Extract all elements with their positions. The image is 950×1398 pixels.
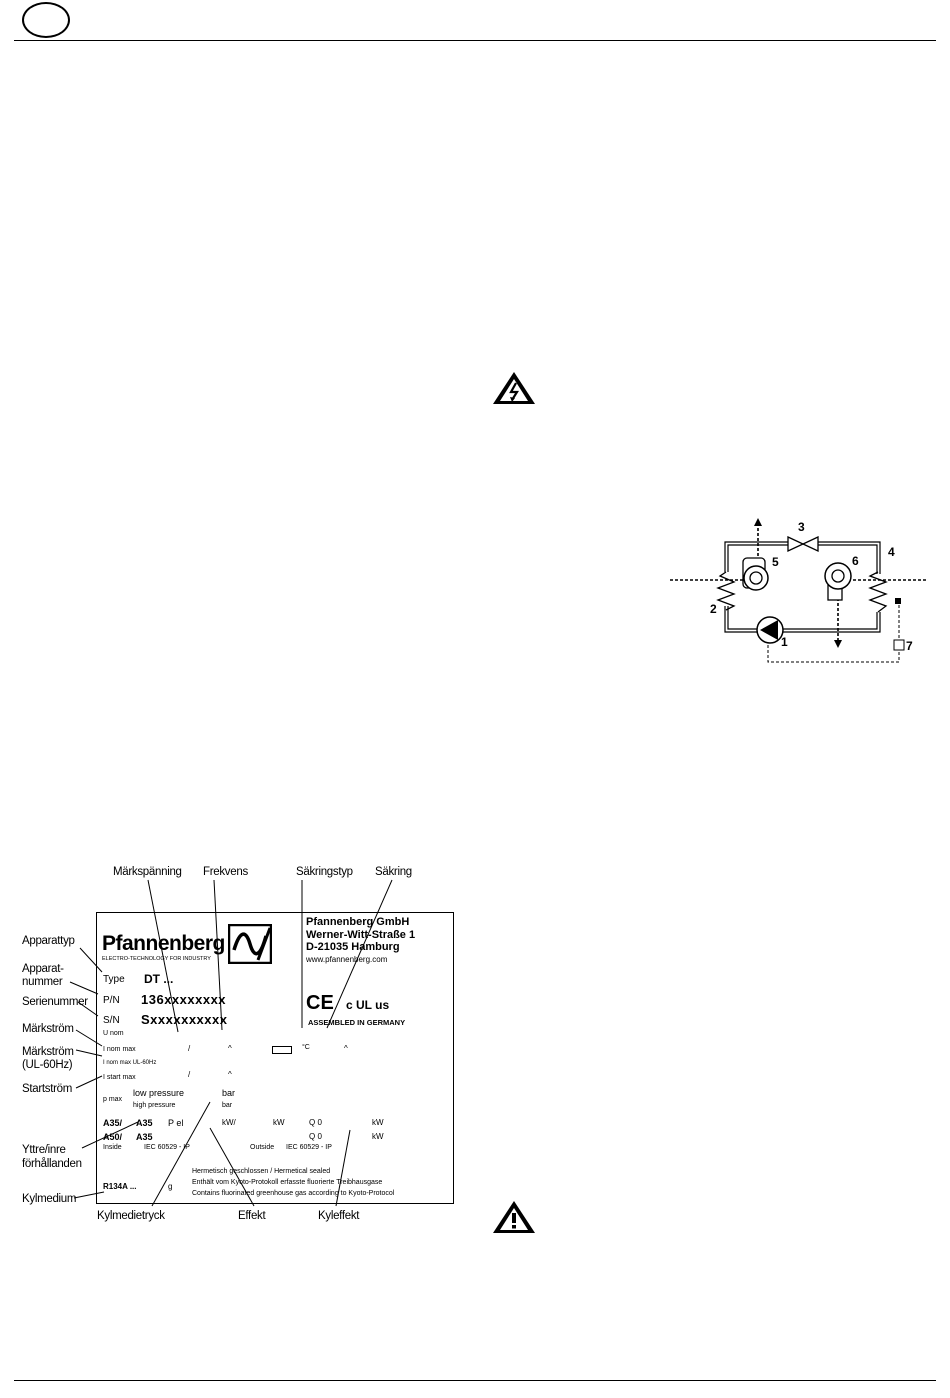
callout-device-number-2: nummer: [22, 976, 63, 988]
brand-tagline: ELECTRO-TECHNOLOGY FOR INDUSTRY: [102, 956, 211, 962]
kyoto-note-de: Enthält vom Kyoto-Protokoll erfasste fluorierte Treibhausgase: [192, 1179, 383, 1186]
diagram-number-4: 4: [888, 545, 895, 559]
address-line-1: Pfannenberg GmbH: [306, 916, 410, 928]
diagram-number-5: 5: [772, 555, 779, 569]
callout-fuse: Säkring: [375, 866, 412, 878]
type-value: DT ...: [144, 972, 174, 986]
a35-2: A35: [136, 1118, 153, 1128]
callout-conditions-1: Yttre/inre: [22, 1144, 66, 1156]
callout-rated-current: Märkström: [22, 1023, 74, 1035]
istart-label: I start max: [103, 1074, 136, 1081]
bar-unit-1: bar: [222, 1088, 236, 1098]
refrigerant-value: R134A ...: [103, 1182, 137, 1191]
refrigeration-circuit-diagram: [668, 518, 930, 678]
diagram-number-3: 3: [798, 520, 805, 534]
outside-label: Outside: [250, 1144, 275, 1151]
brand-name: Pfannenberg: [102, 932, 225, 955]
address-line-4: www.pfannenberg.com: [306, 954, 388, 964]
fuse-tick: ^: [344, 1044, 348, 1053]
callout-rated-current-ul-1: Märkström: [22, 1046, 74, 1058]
address-line-2: Werner-Witt-Straße 1: [306, 928, 416, 941]
iec-inside: IEC 60529 - IP: [144, 1144, 190, 1151]
pfannenberg-logo-icon: [228, 924, 272, 964]
inom-ul-label: I nom max UL-60Hz: [103, 1060, 157, 1066]
ul-mark: c UL us: [346, 998, 390, 1012]
assembled-in-germany: ASSEMBLED IN GERMANY: [308, 1018, 406, 1027]
pel-label: P el: [168, 1118, 184, 1128]
pn-value: 136xxxxxxxx: [141, 992, 227, 1007]
address-line-3: D-21035 Hamburg: [306, 941, 400, 953]
callout-device-type: Apparattyp: [22, 935, 75, 947]
hermetic-note: Hermetisch geschlossen / Hermetical sealed: [192, 1168, 331, 1175]
diagram-number-6: 6: [852, 554, 859, 568]
callout-rated-voltage: Märkspänning: [113, 866, 182, 878]
callout-fuse-type: Säkringstyp: [296, 866, 353, 878]
ce-mark: CE: [306, 992, 334, 1014]
bar-unit-2: bar: [222, 1102, 233, 1109]
callout-cooling-capacity: Kyleffekt: [318, 1210, 360, 1222]
tick-3: /: [188, 1070, 191, 1079]
diagram-number-7: 7: [906, 639, 913, 653]
manufacturer-address: [306, 916, 415, 966]
kw-3: kW: [372, 1118, 384, 1127]
rating-plate-figure: [0, 860, 470, 1230]
callout-rated-current-ul-2: (UL-60Hz): [22, 1059, 73, 1071]
kw-1: kW/: [222, 1118, 236, 1127]
q0-1: Q 0: [309, 1118, 322, 1127]
pn-label: P/N: [103, 995, 120, 1006]
header-rule: [14, 40, 936, 41]
kw-4: kW: [372, 1132, 384, 1141]
diagram-number-2: 2: [710, 602, 717, 616]
diagram-number-1: 1: [781, 635, 788, 649]
inside-label: Inside: [103, 1144, 122, 1151]
q0-2: Q 0: [309, 1132, 322, 1141]
tick-1: /: [188, 1044, 191, 1053]
language-badge: [22, 2, 70, 38]
sn-label: S/N: [103, 1015, 120, 1026]
callout-refrigerant-pressure: Kylmedietryck: [97, 1210, 165, 1222]
fuse-type-box: [272, 1046, 292, 1054]
electrical-warning-icon: [492, 371, 536, 405]
a35-1: A35/: [103, 1118, 123, 1128]
type-label: Type: [103, 974, 125, 985]
callout-power: Effekt: [238, 1210, 266, 1222]
callout-serial-number: Serienummer: [22, 996, 88, 1008]
refrigerant-unit: g: [168, 1182, 173, 1191]
a35-3: A35: [136, 1132, 153, 1142]
a50: A50/: [103, 1132, 123, 1142]
callout-conditions-2: förhållanden: [22, 1158, 82, 1170]
callout-refrigerant: Kylmedium: [22, 1193, 77, 1205]
kw-2: kW: [273, 1118, 285, 1127]
inom-label: I nom max: [103, 1046, 136, 1053]
degree-c: °C: [302, 1044, 310, 1051]
callout-device-number-1: Apparat-: [22, 963, 64, 975]
footer-rule: [14, 1380, 936, 1381]
unom-label: U nom: [103, 1030, 124, 1037]
pmax-label: p max: [103, 1096, 123, 1103]
callout-start-current: Startström: [22, 1083, 73, 1095]
high-pressure-label: high pressure: [133, 1102, 176, 1109]
low-pressure-label: low pressure: [133, 1088, 185, 1098]
iec-outside: IEC 60529 - IP: [286, 1144, 332, 1151]
callout-frequency: Frekvens: [203, 866, 248, 878]
kyoto-note-en: Contains fluorinated greenhouse gas according to Kyoto-Protocol: [192, 1190, 395, 1197]
general-warning-icon: [492, 1200, 536, 1234]
sn-value: Sxxxxxxxxxx: [141, 1012, 228, 1027]
tick-4: ^: [228, 1070, 232, 1079]
tick-2: ^: [228, 1044, 232, 1053]
